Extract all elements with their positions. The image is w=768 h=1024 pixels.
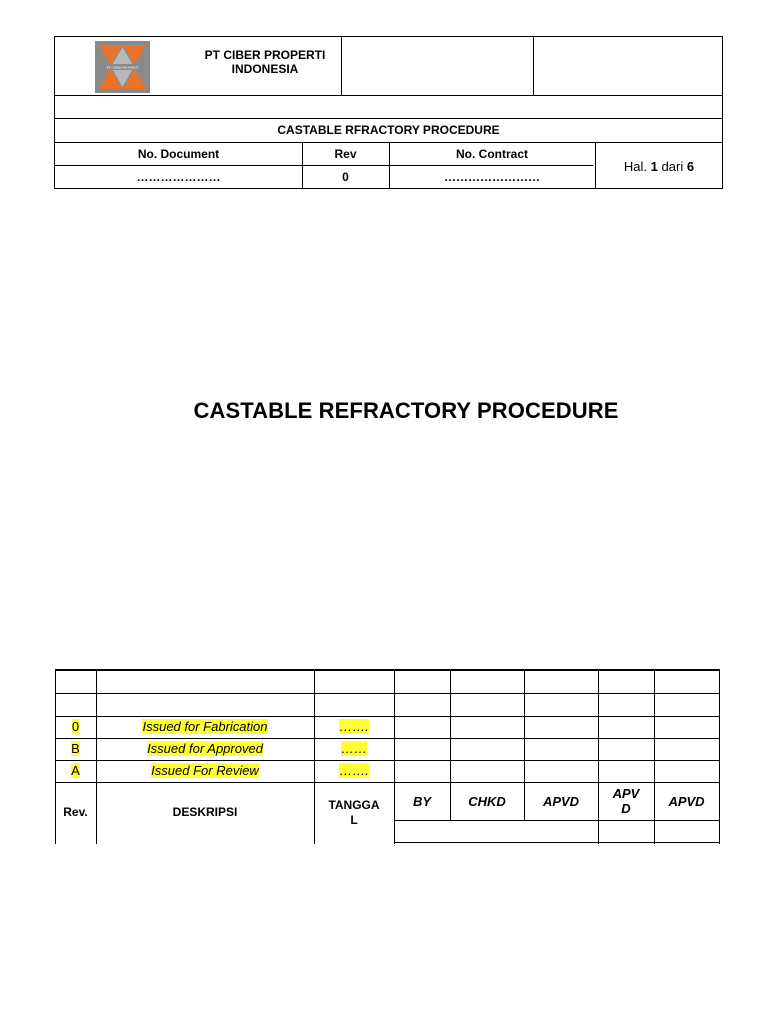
col-header-apvd-3: APVD	[668, 794, 705, 809]
col-header-apvd-2	[598, 786, 654, 816]
header-values-row	[55, 166, 593, 189]
no-contract-label: No. Contract	[456, 147, 528, 161]
document-header	[54, 36, 723, 189]
table-line	[55, 782, 720, 783]
col-header-apvd: APVD	[542, 794, 580, 809]
company-name-line2: INDONESIA	[231, 62, 299, 76]
divider	[389, 143, 390, 188]
table-line	[394, 669, 395, 844]
table-line	[55, 716, 720, 717]
header-columns-row	[55, 143, 593, 166]
table-line	[719, 669, 720, 844]
svg-text:PT CIBER PROPERTI: PT CIBER PROPERTI	[106, 65, 139, 70]
no-document-label: No. Document	[137, 147, 220, 161]
date-value: ……	[341, 741, 367, 756]
table-line	[654, 669, 655, 844]
table-line	[394, 842, 720, 843]
divider	[533, 37, 534, 95]
apvd2-line2: D	[621, 801, 631, 816]
rev-value: A	[71, 763, 80, 778]
page-indicator	[595, 143, 723, 189]
table-line	[55, 693, 720, 694]
col-header-by: BY	[412, 794, 432, 809]
page-total: 6	[686, 158, 695, 174]
apvd2-line1: APV	[612, 786, 640, 801]
tanggal-line2: L	[350, 813, 358, 827]
table-line	[55, 738, 720, 739]
col-header-deskripsi: DESKRIPSI	[172, 805, 238, 819]
col-header-tanggal	[314, 798, 394, 828]
divider	[302, 143, 303, 188]
rev-value: B	[71, 741, 80, 756]
col-header-rev: Rev.	[63, 805, 88, 819]
rev-label: Rev	[334, 147, 357, 161]
company-logo	[95, 41, 150, 93]
date-value: …….	[339, 763, 369, 778]
description: Issued for Approved	[147, 741, 263, 756]
date-value: …….	[339, 719, 369, 734]
page-prefix: Hal.	[623, 158, 648, 174]
page-current: 1	[650, 158, 658, 174]
header-empty-row	[55, 96, 722, 119]
header-title-row	[55, 119, 722, 143]
no-contract-value: ……………………	[444, 170, 540, 184]
no-document-value: …………………	[136, 170, 221, 184]
page-of: dari	[661, 158, 684, 174]
table-line	[55, 760, 720, 761]
company-name	[183, 48, 347, 76]
rev-value: 0	[342, 170, 349, 184]
description: Issued For Review	[151, 763, 259, 778]
table-line	[598, 669, 599, 844]
page-title: CASTABLE REFRACTORY PROCEDURE	[193, 398, 619, 423]
tanggal-line1: TANGGA	[328, 798, 380, 812]
procedure-title-small: CASTABLE RFRACTORY PROCEDURE	[277, 123, 500, 137]
col-header-chkd: CHKD	[468, 794, 506, 809]
table-line	[394, 820, 720, 821]
header-company-row	[55, 37, 722, 96]
company-name-line1: PT CIBER PROPERTI	[204, 48, 326, 62]
description: Issued for Fabrication	[142, 719, 268, 734]
rev-value: 0	[71, 719, 80, 734]
table-line	[55, 669, 720, 671]
revision-table	[55, 669, 720, 844]
divider	[341, 37, 342, 95]
